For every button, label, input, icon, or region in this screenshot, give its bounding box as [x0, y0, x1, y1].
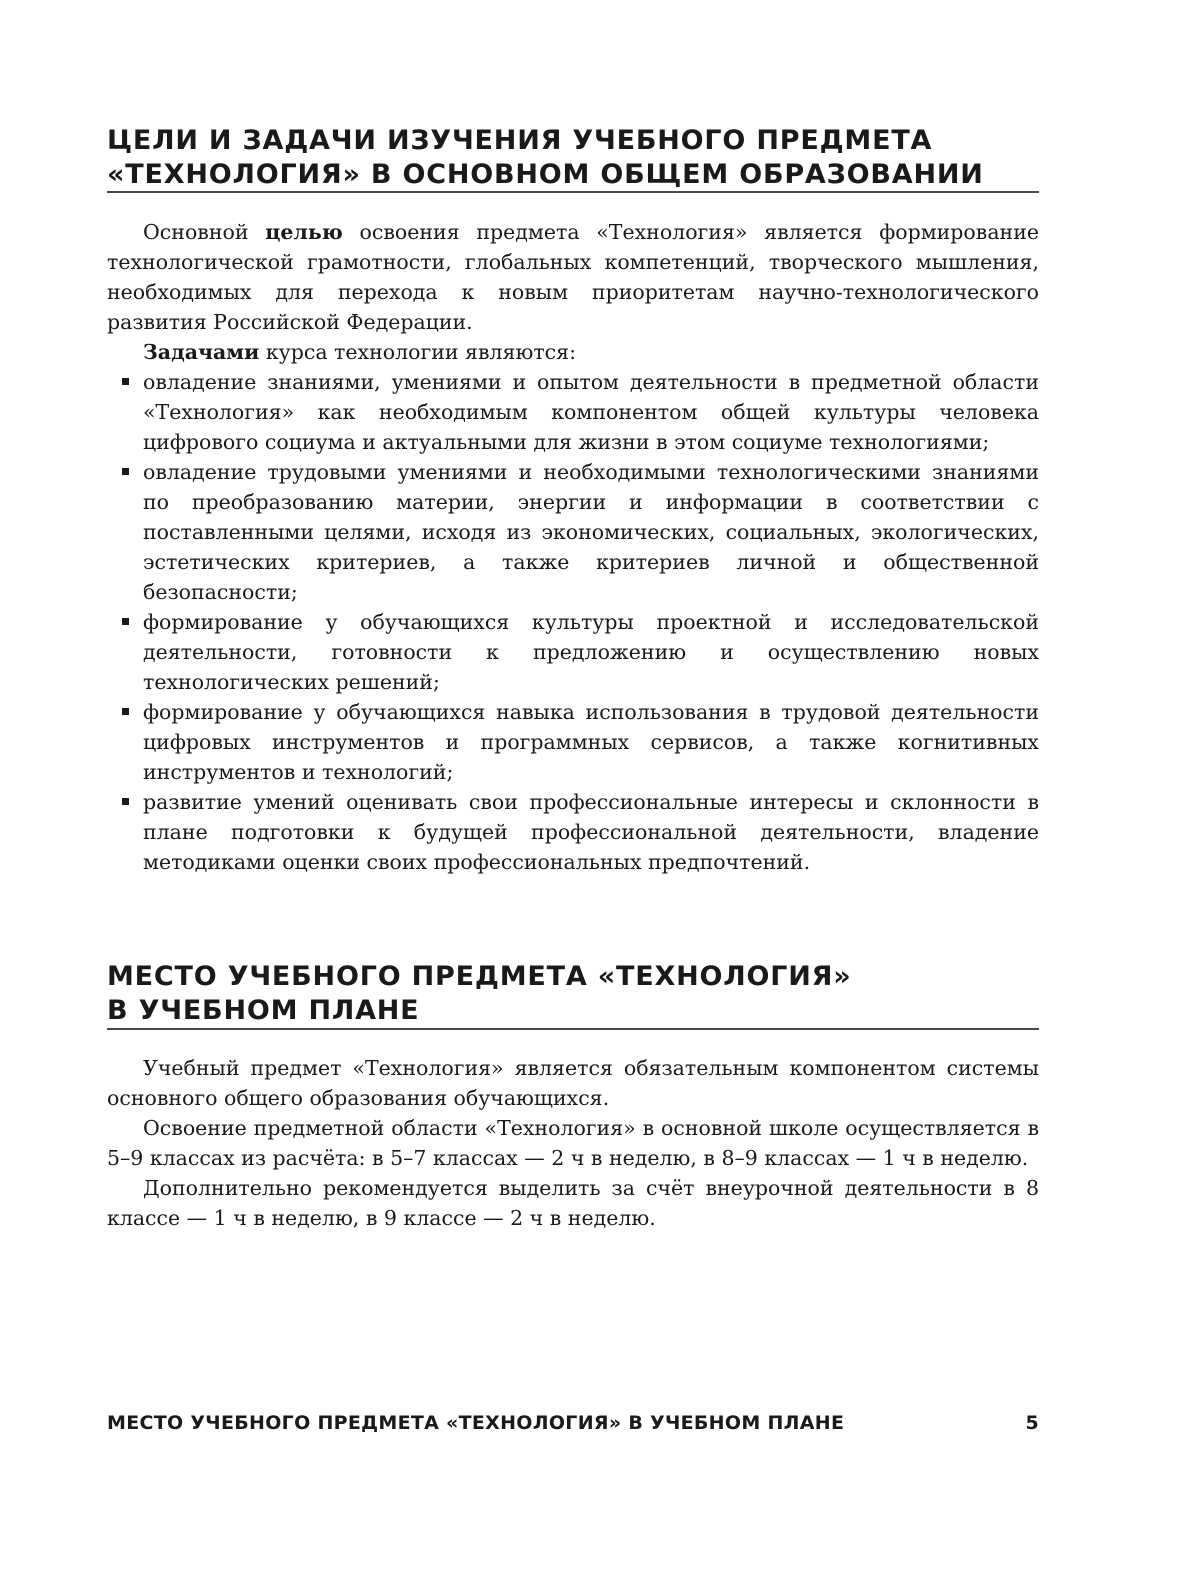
paragraph: Учебный предмет «Технология» является обязательным компонентом системы основного общего образования обучающихся. [107, 1056, 1039, 1110]
list-item [107, 787, 1039, 877]
list-item-text: овладение знаниями, умениями и опытом деятельности в предметной области «Технология» как необходимым компонентом общей культуры человека цифрового социума и актуальными для жизни в этом социуме технологиями; [143, 370, 1039, 454]
tasks-intro-after: курса технологии являются: [259, 340, 576, 364]
tasks-intro-bold: Задачами [143, 340, 260, 364]
heading-rule [107, 1028, 1039, 1030]
section-heading-goals-line1: ЦЕЛИ И ЗАДАЧИ ИЗУЧЕНИЯ УЧЕБНОГО ПРЕДМЕТА [107, 125, 933, 156]
section-body-goals [107, 217, 1039, 877]
list-item-text: овладение трудовыми умениями и необходимыми технологическими знаниями по преобразованию материи, энергии и информации в соответствии с поставленными целями, исходя из экономических, социальных, экологических, эстетических критериев, а также критериев личной и общественной безопасности; [143, 460, 1039, 604]
heading-rule [107, 191, 1039, 193]
section-body-place [107, 1053, 1039, 1233]
paragraph: Освоение предметной области «Технология» в основной школе осуществляется в 5–9 классах из расчёта: в 5–7 классах — 2 ч в неделю, в 8–9 классах — 1 ч в неделю. [107, 1116, 1039, 1170]
page-number: 5 [1025, 1412, 1039, 1434]
list-item [107, 367, 1039, 457]
square-bullet-icon [122, 468, 129, 475]
square-bullet-icon [122, 378, 129, 385]
list-item [107, 607, 1039, 697]
goal-paragraph-before: Основной [143, 220, 266, 244]
list-item-text: формирование у обучающихся навыка использования в трудовой деятельности цифровых инструментов и программных сервисов, а также когнитивных инструментов и технологий; [143, 700, 1039, 784]
section-heading-goals-line2: «ТЕХНОЛОГИЯ» В ОСНОВНОМ ОБЩЕМ ОБРАЗОВАНИИ [107, 159, 984, 190]
section-heading-goals [107, 124, 984, 192]
goal-paragraph [107, 217, 1039, 337]
list-item-text: формирование у обучающихся культуры проектной и исследовательской деятельности, готовности к предложению и осуществлению новых технологических решений; [143, 610, 1039, 694]
square-bullet-icon [122, 708, 129, 715]
section-heading-place-line1: МЕСТО УЧЕБНОГО ПРЕДМЕТА «ТЕХНОЛОГИЯ» [107, 961, 852, 992]
section-heading-place [107, 960, 851, 1028]
paragraph: Дополнительно рекомендуется выделить за счёт внеурочной деятельности в 8 классе — 1 ч в неделю, в 9 классе — 2 ч в неделю. [107, 1176, 1039, 1230]
tasks-intro-paragraph [107, 337, 1039, 367]
document-page [107, 0, 1039, 1595]
square-bullet-icon [122, 798, 129, 805]
list-item [107, 697, 1039, 787]
goal-paragraph-bold: целью [265, 220, 343, 244]
section-heading-place-line2: В УЧЕБНОМ ПЛАНЕ [107, 995, 420, 1026]
goal-paragraph-after: освоения предмета «Технология» является формирование технологической грамотности, глобальных компетенций, творческого мышления, необходимых для перехода к новым приоритетам научно-технологического развития Российской Федерации. [107, 220, 1039, 334]
list-item-text: развитие умений оценивать свои профессиональные интересы и склонности в плане подготовки к будущей профессиональной деятельности, владение методиками оценки своих профессиональных предпочтений. [143, 790, 1039, 874]
tasks-list [107, 367, 1039, 877]
list-item [107, 457, 1039, 607]
square-bullet-icon [122, 618, 129, 625]
running-title: МЕСТО УЧЕБНОГО ПРЕДМЕТА «ТЕХНОЛОГИЯ» В УЧЕБНОМ ПЛАНЕ [107, 1412, 845, 1434]
